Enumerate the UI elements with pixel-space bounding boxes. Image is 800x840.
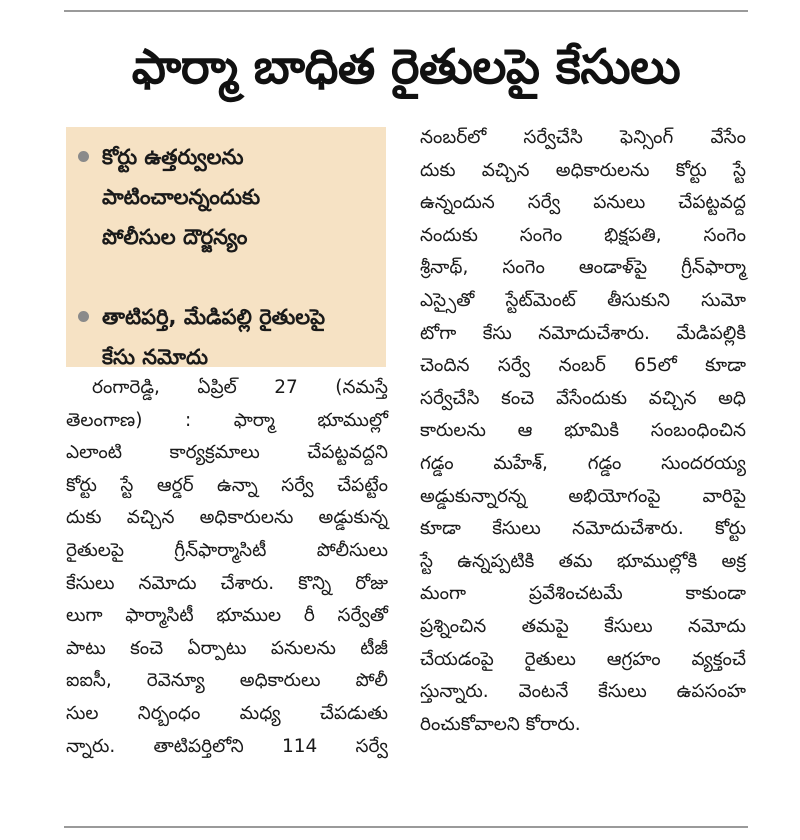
text-line: కూడా కేసులు నమోదుచేశారు. కోర్టు bbox=[420, 518, 746, 540]
text-line: కేసులు నమోదు చేశారు. కొన్ని రోజు bbox=[66, 572, 388, 594]
highlights-box bbox=[66, 127, 386, 367]
text-line: కోర్టు స్టే ఆర్డర్ ఉన్నా సర్వే చేపట్టేం bbox=[66, 474, 388, 496]
highlight-line: తాటిపర్తి, మేడిపల్లి రైతులపై bbox=[102, 305, 326, 329]
text-line: సర్వేచేసి కంచె వేసేందుకు వచ్చిన అధి bbox=[420, 387, 746, 409]
text-line: ఐఐసీ, రెవెన్యూ అధికారులు పోలీ bbox=[66, 670, 388, 692]
text-line: టోగా కేసు నమోదుచేశారు. మేడిపల్లికి bbox=[420, 322, 746, 344]
article-column-left bbox=[66, 372, 388, 763]
text-line: చేయడంపై రైతులు ఆగ్రహం వ్యక్తంచే bbox=[420, 648, 746, 670]
text-line: లుగా ఫార్మాసిటీ భూముల రీ సర్వేతో bbox=[66, 605, 388, 627]
highlight-line: పోలీసుల దౌర్జన్యం bbox=[102, 225, 248, 249]
text-line: చెందిన సర్వే నంబర్ 65లో కూడా bbox=[420, 355, 746, 377]
article-headline: ఫార్మా బాధిత రైతులపై కేసులు bbox=[131, 39, 681, 95]
bullet-icon bbox=[78, 311, 89, 322]
highlight-line: పాటించాలన్నందుకు bbox=[102, 185, 261, 209]
highlight-item bbox=[102, 137, 382, 257]
text-line: నంబర్‌లో సర్వేచేసి ఫెన్సింగ్ వేసేం bbox=[420, 127, 746, 148]
text-line: రించుకోవాలని కోరారు. bbox=[420, 713, 581, 735]
highlight-line: కేసు నమోదు bbox=[102, 345, 209, 369]
text-line: దుకు వచ్చిన అధికారులను కోర్టు స్టే bbox=[420, 159, 746, 181]
text-line: న్నారు. తాటిపర్తిలోని 114 సర్వే bbox=[66, 735, 388, 757]
bullet-icon bbox=[78, 151, 89, 162]
text-line: ఉన్నందున సర్వే పనులు చేపట్టవద్ద bbox=[420, 192, 746, 214]
text-line: రంగారెడ్డి, ఏప్రిల్ 27 (నమస్తే bbox=[92, 377, 388, 398]
article-column-right bbox=[420, 122, 746, 741]
text-line: ప్రశ్నించిన తమపై కేసులు నమోదు bbox=[420, 615, 746, 637]
text-line: రైతులపై గ్రీన్‌ఫార్మాసిటీ పోలీసులు bbox=[66, 539, 388, 561]
text-line: కారులను ఆ భూమికి సంబంధించిన bbox=[420, 420, 746, 442]
text-line: తెలంగాణ) : ఫార్మా భూముల్లో bbox=[66, 409, 388, 431]
highlight-item bbox=[102, 297, 382, 377]
top-rule bbox=[64, 10, 748, 12]
text-line: పాటు కంచె ఏర్పాటు పనులను టీజీ bbox=[66, 637, 388, 659]
text-line: నందుకు సంగెం భిక్షపతి, సంగెం bbox=[420, 224, 746, 246]
bottom-rule bbox=[64, 826, 748, 828]
text-line: ఎలాంటి కార్యక్రమాలు చేపట్టవద్దని bbox=[66, 442, 388, 464]
text-line: ఎస్సైతో స్టేట్‌మెంట్ తీసుకుని సుమో bbox=[420, 289, 746, 311]
text-line: దుకు వచ్చిన అధికారులను అడ్డుకున్న bbox=[66, 507, 388, 529]
text-line: గడ్డం మహేశ్, గడ్డం సుందరయ్య bbox=[420, 452, 746, 474]
text-line: స్టే ఉన్నప్పటికి తమ భూముల్లోకి అక్ర bbox=[420, 550, 746, 572]
text-line: అడ్డుకున్నారన్న అభియోగంపై వారిపై bbox=[420, 485, 746, 507]
text-line: స్తున్నారు. వెంటనే కేసులు ఉపసంహ bbox=[420, 681, 746, 703]
text-line: మంగా ప్రవేశించటమే కాకుండా bbox=[420, 583, 746, 605]
highlight-line: కోర్టు ఉత్తర్వులను bbox=[102, 145, 244, 169]
text-line: సుల నిర్బంధం మధ్య చేపడుతు bbox=[66, 702, 388, 724]
text-line: శ్రీనాథ్, సంగెం ఆండాళ్‌పై గ్రీన్‌ఫార్మా bbox=[420, 257, 746, 279]
